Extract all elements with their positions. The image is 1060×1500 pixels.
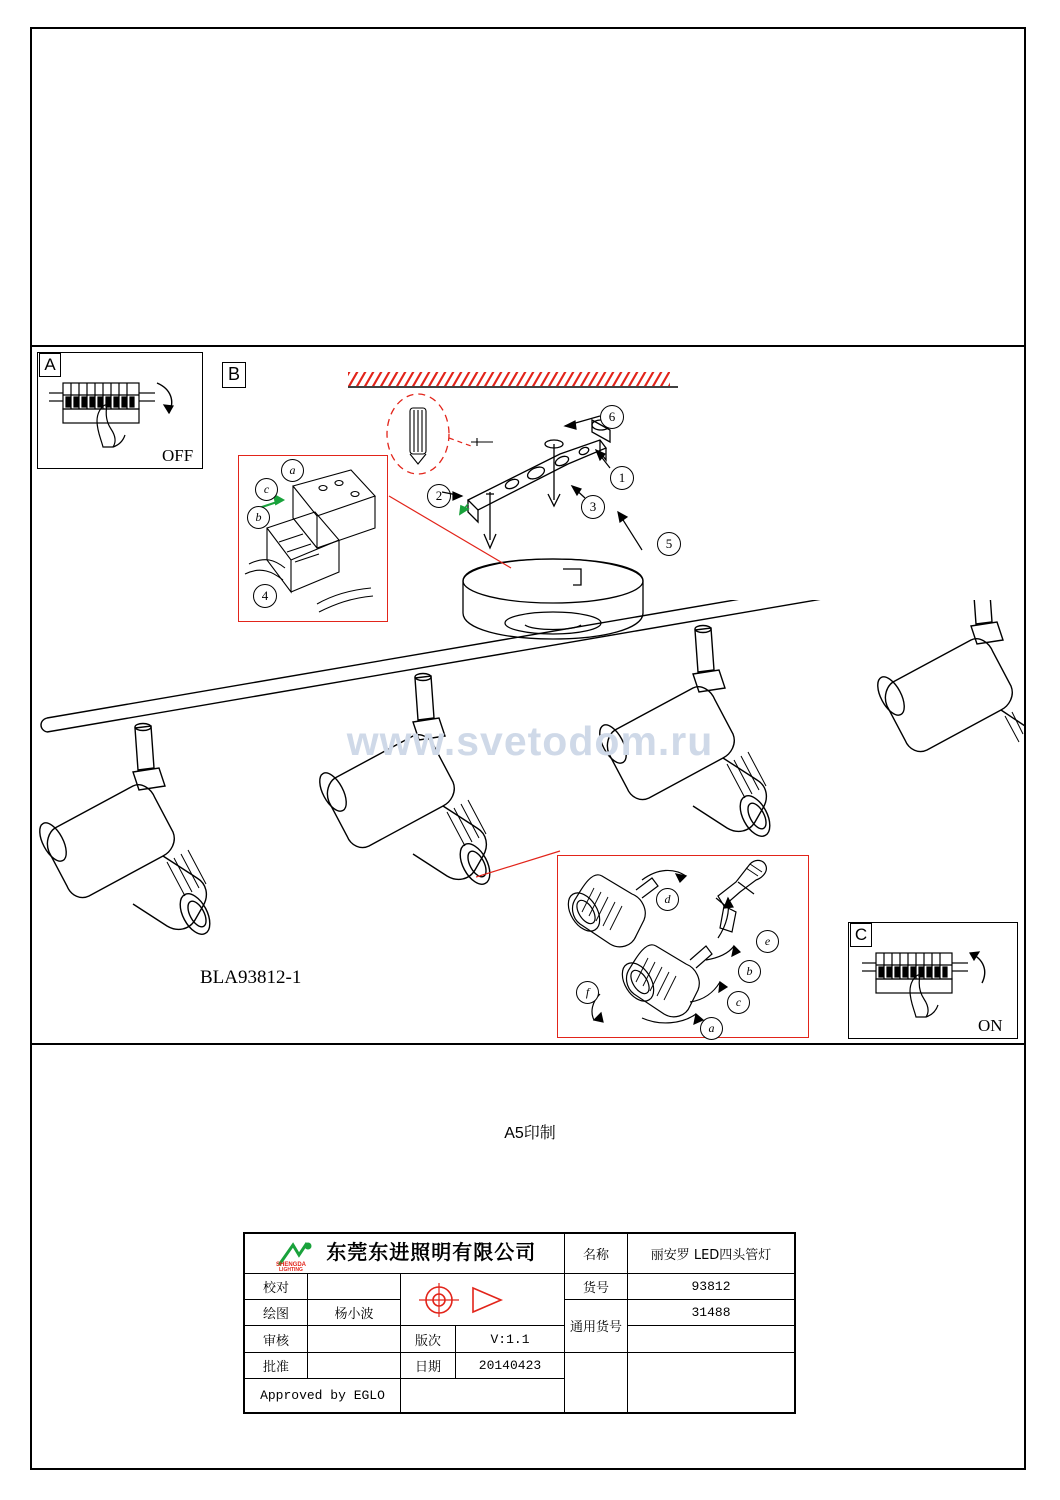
- callout-number-4: 4: [253, 584, 277, 608]
- name-label: 名称: [565, 1234, 628, 1274]
- approved-by: Approved by EGLO: [245, 1379, 401, 1413]
- panel-c-label: C: [850, 923, 872, 947]
- divider-top: [31, 345, 1025, 347]
- panel-b-arrows: [420, 400, 690, 570]
- generic-article-value: 31488: [628, 1300, 795, 1326]
- panel-a-caption: OFF: [162, 446, 194, 465]
- divider-middle: [31, 1043, 1025, 1045]
- version-value: V:1.1: [456, 1326, 565, 1352]
- company-name: 东莞东进照明有限公司: [326, 1240, 537, 1265]
- generic-article-label: 通用货号: [565, 1300, 628, 1353]
- callout-number-2: 2: [427, 484, 451, 508]
- callout-number-6: 6: [600, 405, 624, 429]
- callout-letter-a: a: [700, 1017, 723, 1040]
- panel-b-label: B: [222, 362, 246, 388]
- callout-letter-c: c: [727, 991, 750, 1014]
- empty-cell-mid: [401, 1379, 565, 1413]
- projection-symbol: [401, 1273, 565, 1326]
- callout-number-1: 1: [610, 466, 634, 490]
- callout-letter-c: c: [255, 478, 278, 501]
- watermark: www.svetodom.ru: [346, 718, 714, 764]
- callout-number-5: 5: [657, 532, 681, 556]
- row-value-proofread: [308, 1273, 401, 1299]
- date-value: 20140423: [456, 1352, 565, 1378]
- article-label: 货号: [565, 1273, 628, 1299]
- panel-a-label: A: [39, 353, 61, 377]
- callout-letter-b: b: [738, 960, 761, 983]
- model-code: BLA93812-1: [200, 967, 302, 988]
- company-logo-icon: [273, 1241, 319, 1271]
- date-label: 日期: [401, 1352, 456, 1378]
- svg-text:SHENGDA: SHENGDA: [275, 1261, 306, 1268]
- callout-letter-b: b: [247, 506, 270, 529]
- print-note: A5印制: [504, 1125, 556, 1142]
- callout-number-3: 3: [581, 495, 605, 519]
- row-value-reviewed: [308, 1326, 401, 1352]
- row-label-drawn: 绘图: [245, 1300, 308, 1326]
- panel-c-caption: ON: [978, 1016, 1003, 1035]
- row-label-reviewed: 审核: [245, 1326, 308, 1352]
- empty-cell-right: [628, 1352, 795, 1412]
- title-block: [243, 1232, 796, 1414]
- row-value-approved: [308, 1352, 401, 1378]
- callout-letter-e: e: [756, 930, 779, 953]
- callout-letter-f: f: [576, 981, 599, 1004]
- callout-letter-d: d: [656, 888, 679, 911]
- svg-text:LIGHTING: LIGHTING: [278, 1266, 303, 1271]
- article-value: 93812: [628, 1273, 795, 1299]
- row-label-approved: 批准: [245, 1352, 308, 1378]
- generic-empty-1: [628, 1326, 795, 1352]
- row-value-drawn: 杨小波: [308, 1300, 401, 1326]
- detail-lamp-head: [557, 855, 809, 1038]
- callout-letter-a: a: [281, 459, 304, 482]
- detail-wire-terminal: [238, 455, 388, 622]
- leader-line-lamp-detail: [476, 845, 566, 895]
- empty-cell-left: [565, 1352, 628, 1412]
- row-label-proofread: 校对: [245, 1273, 308, 1299]
- version-label: 版次: [401, 1326, 456, 1352]
- ceiling-hatching: [348, 372, 678, 394]
- product-name: 丽安罗 LED四头管灯: [628, 1234, 795, 1274]
